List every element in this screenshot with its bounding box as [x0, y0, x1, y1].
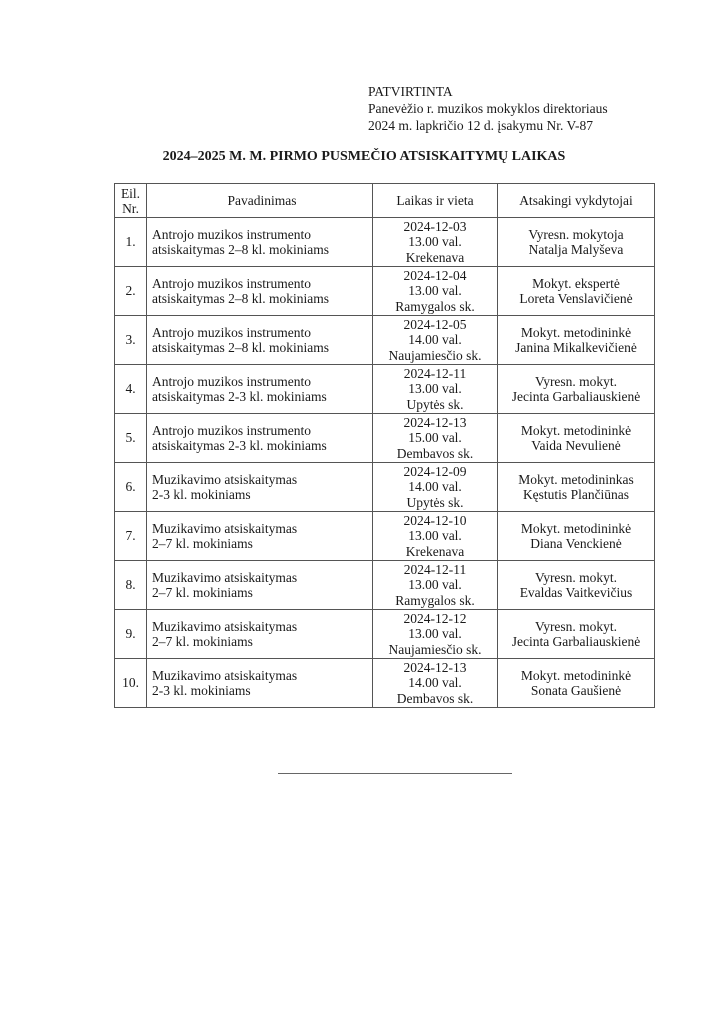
- row-person: Vaida Nevulienė: [531, 438, 621, 453]
- row-responsible: [498, 316, 655, 365]
- row-time-place: [373, 561, 498, 610]
- row-number: 10.: [115, 659, 147, 708]
- row-title: [147, 659, 373, 708]
- row-title-line1: Muzikavimo atsiskaitymas: [152, 569, 298, 585]
- row-time-place: [373, 610, 498, 659]
- row-person: Jecinta Garbaliauskienė: [511, 634, 641, 649]
- row-place: Dembavos sk.: [396, 690, 474, 706]
- approval-block: [368, 83, 608, 134]
- header-responsible: Atsakingi vykdytojai: [498, 184, 655, 218]
- row-number: 1.: [115, 218, 147, 267]
- row-title-line1: Antrojo muzikos instrumento: [152, 226, 311, 242]
- table-header-row: [115, 184, 655, 218]
- row-role: Mokyt. metodininkė: [520, 520, 632, 536]
- table-row: [115, 561, 655, 610]
- row-role: Mokyt. metodininkė: [520, 667, 632, 683]
- row-time: 13.00 val.: [408, 577, 462, 593]
- row-time-place: [373, 463, 498, 512]
- row-time: 13.00 val.: [408, 626, 462, 642]
- table-row: [115, 659, 655, 708]
- row-role: Mokyt. metodininkė: [520, 324, 632, 340]
- row-date: 2024-12-11: [403, 561, 467, 577]
- header-name: Pavadinimas: [147, 184, 373, 218]
- row-responsible: [498, 610, 655, 659]
- row-person: Loreta Venslavičienė: [519, 291, 633, 306]
- row-place: Upytės sk.: [406, 396, 464, 412]
- approval-heading: PATVIRTINTA: [368, 84, 453, 99]
- table-row: [115, 463, 655, 512]
- table-row: [115, 218, 655, 267]
- row-title-line2: 2–7 kl. mokiniams: [152, 585, 253, 600]
- row-place: Dembavos sk.: [396, 445, 474, 461]
- row-title: [147, 512, 373, 561]
- row-number: 2.: [115, 267, 147, 316]
- row-date: 2024-12-04: [403, 267, 467, 283]
- row-date: 2024-12-09: [403, 463, 467, 479]
- row-time: 14.00 val.: [408, 332, 462, 348]
- document-title: 2024–2025 M. M. PIRMO PUSMEČIO ATSISKAITYMŲ LAIKAS: [162, 149, 566, 164]
- row-place: Krekenava: [405, 249, 465, 265]
- row-date: 2024-12-03: [403, 218, 467, 234]
- header-nr-line2: Nr.: [122, 200, 139, 216]
- table-row: [115, 512, 655, 561]
- row-time: 13.00 val.: [408, 283, 462, 299]
- row-title-line2: atsiskaitymas 2–8 kl. mokiniams: [152, 340, 329, 355]
- row-time: 13.00 val.: [408, 234, 462, 250]
- row-title-line1: Antrojo muzikos instrumento: [152, 324, 311, 340]
- row-place: Ramygalos sk.: [395, 298, 475, 314]
- row-time-place: [373, 659, 498, 708]
- row-title-line1: Antrojo muzikos instrumento: [152, 373, 311, 389]
- row-responsible: [498, 561, 655, 610]
- row-person: Natalja Malyševa: [528, 242, 624, 257]
- row-title-line1: Muzikavimo atsiskaitymas: [152, 471, 298, 487]
- row-title: [147, 316, 373, 365]
- table-row: [115, 316, 655, 365]
- table-row: [115, 365, 655, 414]
- row-role: Mokyt. metodininkas: [518, 471, 634, 487]
- row-time: 15.00 val.: [408, 430, 462, 446]
- row-title: [147, 463, 373, 512]
- row-person: Jecinta Garbaliauskienė: [511, 389, 641, 404]
- row-title-line2: 2–7 kl. mokiniams: [152, 634, 253, 649]
- row-time: 14.00 val.: [408, 479, 462, 495]
- row-title-line1: Antrojo muzikos instrumento: [152, 275, 311, 291]
- row-title: [147, 610, 373, 659]
- table-row: [115, 414, 655, 463]
- row-responsible: [498, 463, 655, 512]
- row-date: 2024-12-11: [403, 365, 467, 381]
- row-place: Naujamiesčio sk.: [388, 347, 482, 363]
- row-place: Krekenava: [405, 543, 465, 559]
- row-person: Kęstutis Plančiūnas: [522, 487, 630, 502]
- row-title-line2: atsiskaitymas 2–8 kl. mokiniams: [152, 242, 329, 257]
- header-nr-line1: Eil.: [120, 185, 141, 201]
- row-time-place: [373, 512, 498, 561]
- row-responsible: [498, 659, 655, 708]
- separator-line: [278, 773, 512, 774]
- row-time: 14.00 val.: [408, 675, 462, 691]
- row-time-place: [373, 267, 498, 316]
- approval-order: 2024 m. lapkričio 12 d. įsakymu Nr. V-87: [368, 118, 593, 133]
- row-date: 2024-12-12: [403, 610, 467, 626]
- row-number: 3.: [115, 316, 147, 365]
- row-title-line2: atsiskaitymas 2-3 kl. mokiniams: [152, 389, 327, 404]
- row-date: 2024-12-05: [403, 316, 467, 332]
- row-number: 9.: [115, 610, 147, 659]
- row-title-line1: Muzikavimo atsiskaitymas: [152, 618, 298, 634]
- row-time-place: [373, 218, 498, 267]
- row-time-place: [373, 316, 498, 365]
- row-responsible: [498, 365, 655, 414]
- row-role: Vyresn. mokyt.: [534, 618, 618, 634]
- row-date: 2024-12-10: [403, 512, 467, 528]
- approval-issuer: Panevėžio r. muzikos mokyklos direktoriaus: [368, 101, 608, 116]
- row-responsible: [498, 414, 655, 463]
- row-date: 2024-12-13: [403, 414, 467, 430]
- row-role: Vyresn. mokyt.: [534, 373, 618, 389]
- row-place: Naujamiesčio sk.: [388, 641, 482, 657]
- row-role: Vyresn. mokyt.: [534, 569, 618, 585]
- row-number: 8.: [115, 561, 147, 610]
- row-title-line2: 2-3 kl. mokiniams: [152, 683, 251, 698]
- row-title: [147, 365, 373, 414]
- row-time-place: [373, 414, 498, 463]
- row-date: 2024-12-13: [403, 659, 467, 675]
- schedule-table: [114, 183, 655, 708]
- row-title: [147, 218, 373, 267]
- row-title: [147, 561, 373, 610]
- row-title-line1: Muzikavimo atsiskaitymas: [152, 520, 298, 536]
- header-time-place: Laikas ir vieta: [373, 184, 498, 218]
- row-place: Ramygalos sk.: [395, 592, 475, 608]
- row-time: 13.00 val.: [408, 381, 462, 397]
- row-title: [147, 414, 373, 463]
- row-title-line2: 2-3 kl. mokiniams: [152, 487, 251, 502]
- row-person: Diana Venckienė: [530, 536, 622, 551]
- row-title-line2: 2–7 kl. mokiniams: [152, 536, 253, 551]
- row-time-place: [373, 365, 498, 414]
- row-title-line2: atsiskaitymas 2–8 kl. mokiniams: [152, 291, 329, 306]
- row-title: [147, 267, 373, 316]
- row-time: 13.00 val.: [408, 528, 462, 544]
- row-title-line2: atsiskaitymas 2-3 kl. mokiniams: [152, 438, 327, 453]
- row-role: Vyresn. mokytoja: [528, 226, 624, 242]
- row-title-line1: Muzikavimo atsiskaitymas: [152, 667, 298, 683]
- row-person: Janina Mikalkevičienė: [515, 340, 637, 355]
- row-number: 7.: [115, 512, 147, 561]
- table-row: [115, 267, 655, 316]
- row-role: Mokyt. ekspertė: [532, 275, 620, 291]
- row-number: 5.: [115, 414, 147, 463]
- row-place: Upytės sk.: [406, 494, 464, 510]
- row-number: 6.: [115, 463, 147, 512]
- row-responsible: [498, 267, 655, 316]
- table-row: [115, 610, 655, 659]
- row-person: Sonata Gaušienė: [530, 683, 622, 698]
- row-title-line1: Antrojo muzikos instrumento: [152, 422, 311, 438]
- row-person: Evaldas Vaitkevičius: [519, 585, 633, 600]
- header-nr: [115, 184, 147, 218]
- row-responsible: [498, 218, 655, 267]
- row-number: 4.: [115, 365, 147, 414]
- row-role: Mokyt. metodininkė: [520, 422, 632, 438]
- row-responsible: [498, 512, 655, 561]
